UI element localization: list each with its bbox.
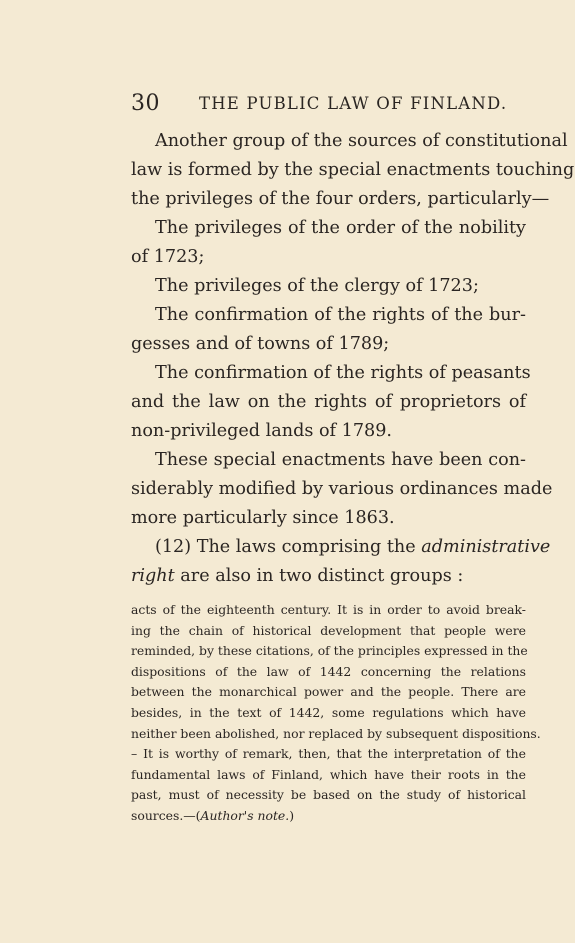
body-line: right are also in two distinct groups : <box>131 566 464 586</box>
body-line: The confirmation of the rights of peasants <box>155 363 531 383</box>
note-line: fundamental laws of Finland, which have their roots in the <box>131 766 526 782</box>
body-line: The confirmation of the rights of the bur- <box>155 305 526 325</box>
body-line: more particularly since 1863. <box>131 508 395 528</box>
body-line: of 1723; <box>131 247 205 267</box>
note-line: sources.—(Author's note.) <box>131 807 295 823</box>
page-number: 30 <box>131 91 160 116</box>
page-header <box>131 91 523 119</box>
body-line: the privileges of the four orders, particularly— <box>131 189 550 209</box>
note-line: besides, in the text of 1442, some regulations which have <box>131 704 526 720</box>
note-line: between the monarchical power and the people. There are <box>131 684 526 700</box>
body-line: and the law on the rights of proprietors of <box>131 392 526 412</box>
body-line: The privileges of the order of the nobility <box>155 218 526 238</box>
body-line: non-privileged lands of 1789. <box>131 421 393 441</box>
body-line: (12) The laws comprising the administrative <box>155 537 551 557</box>
body-line: gesses and of towns of 1789; <box>131 334 390 354</box>
body-line: Another group of the sources of constitutional <box>155 131 568 151</box>
body-line: law is formed by the special enactments touching <box>131 160 575 180</box>
body-line: These special enactments have been con- <box>155 450 526 470</box>
note-line: ing the chain of historical development that people were <box>131 622 526 638</box>
running-title: THE PUBLIC LAW OF FINLAND. <box>199 94 508 113</box>
note-line: dispositions of the law of 1442 concerning the relations <box>131 663 526 679</box>
body-line: siderably modified by various ordinances made <box>131 479 553 499</box>
note-line: – It is worthy of remark, then, that the interpretation of the <box>131 746 526 762</box>
note-line: acts of the eighteenth century. It is in order to avoid break- <box>131 602 526 617</box>
footnote <box>131 600 541 827</box>
note-line: past, must of necessity be based on the study of historical <box>131 787 526 803</box>
note-line: reminded, by these citations, of the principles expressed in the <box>131 643 528 659</box>
main-text <box>131 127 575 591</box>
note-line: neither been abolished, nor replaced by subsequent dispositions. <box>131 725 541 741</box>
body-line: The privileges of the clergy of 1723; <box>155 276 479 296</box>
